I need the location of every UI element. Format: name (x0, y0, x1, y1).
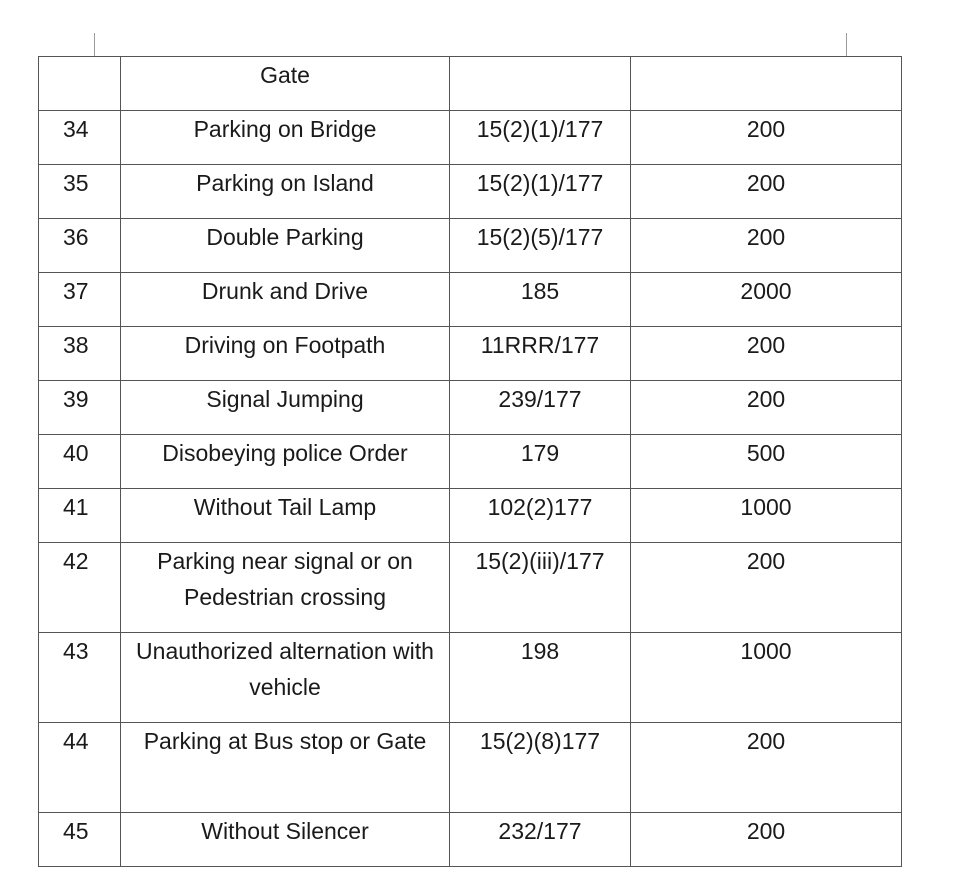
offence-cell: Without Tail Lamp (121, 489, 450, 543)
table-row (39, 219, 902, 273)
fine-cell: 200 (631, 723, 902, 813)
fine-cell: 500 (631, 435, 902, 489)
offence-cell: Gate (121, 57, 450, 111)
row-number-cell: 37 (39, 273, 121, 327)
table-row (39, 111, 902, 165)
row-number-cell: 41 (39, 489, 121, 543)
table-row (39, 273, 902, 327)
table-row (39, 543, 902, 633)
fine-cell: 200 (631, 165, 902, 219)
section-cell: 185 (450, 273, 631, 327)
section-cell: 232/177 (450, 813, 631, 867)
section-cell: 198 (450, 633, 631, 723)
section-cell: 11RRR/177 (450, 327, 631, 381)
fine-cell: 1000 (631, 633, 902, 723)
table-row (39, 723, 902, 813)
section-cell: 179 (450, 435, 631, 489)
section-cell: 15(2)(1)/177 (450, 165, 631, 219)
fine-cell: 2000 (631, 273, 902, 327)
fines-table (38, 56, 902, 867)
section-cell: 15(2)(iii)/177 (450, 543, 631, 633)
fines-table-body (39, 57, 902, 867)
fine-cell: 200 (631, 219, 902, 273)
fine-cell: 200 (631, 381, 902, 435)
offence-cell: Without Silencer (121, 813, 450, 867)
fine-cell: 200 (631, 813, 902, 867)
row-number-cell: 42 (39, 543, 121, 633)
fine-cell (631, 57, 902, 111)
table-row (39, 381, 902, 435)
section-cell: 15(2)(5)/177 (450, 219, 631, 273)
row-number-cell: 45 (39, 813, 121, 867)
section-cell: 15(2)(1)/177 (450, 111, 631, 165)
offence-cell: Parking at Bus stop or Gate (121, 723, 450, 813)
offence-cell: Parking on Island (121, 165, 450, 219)
table-row (39, 489, 902, 543)
row-number-cell (39, 57, 121, 111)
offence-cell: Signal Jumping (121, 381, 450, 435)
offence-cell: Double Parking (121, 219, 450, 273)
left-margin-marker (94, 33, 95, 57)
offence-cell: Disobeying police Order (121, 435, 450, 489)
table-row (39, 165, 902, 219)
fine-cell: 200 (631, 111, 902, 165)
fine-cell: 1000 (631, 489, 902, 543)
right-margin-marker (846, 33, 847, 57)
table-row (39, 813, 902, 867)
offence-cell: Drunk and Drive (121, 273, 450, 327)
table-row (39, 327, 902, 381)
section-cell (450, 57, 631, 111)
fine-cell: 200 (631, 327, 902, 381)
section-cell: 15(2)(8)177 (450, 723, 631, 813)
table-row (39, 435, 902, 489)
section-cell: 239/177 (450, 381, 631, 435)
offence-cell: Parking near signal or on Pedestrian crossing (121, 543, 450, 633)
row-number-cell: 36 (39, 219, 121, 273)
row-number-cell: 43 (39, 633, 121, 723)
fine-cell: 200 (631, 543, 902, 633)
table-row-continued (39, 57, 902, 111)
offence-cell: Parking on Bridge (121, 111, 450, 165)
offence-cell: Driving on Footpath (121, 327, 450, 381)
table-row (39, 633, 902, 723)
row-number-cell: 40 (39, 435, 121, 489)
row-number-cell: 44 (39, 723, 121, 813)
row-number-cell: 35 (39, 165, 121, 219)
offence-cell: Unauthorized alternation with vehicle (121, 633, 450, 723)
row-number-cell: 38 (39, 327, 121, 381)
row-number-cell: 39 (39, 381, 121, 435)
section-cell: 102(2)177 (450, 489, 631, 543)
row-number-cell: 34 (39, 111, 121, 165)
